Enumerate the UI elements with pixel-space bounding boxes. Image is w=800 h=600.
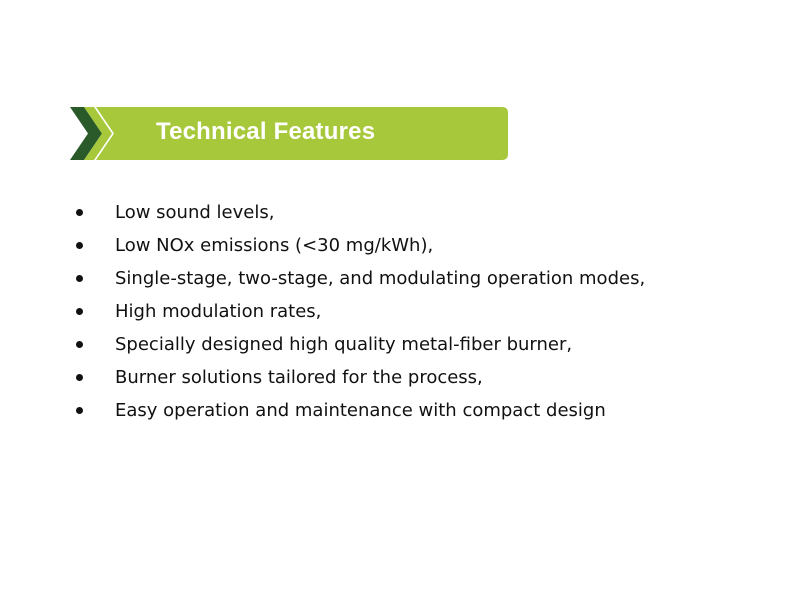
bullet-icon [76,308,83,315]
bullet-icon [76,374,83,381]
feature-text: High modulation rates, [115,301,322,322]
feature-list [72,198,772,429]
list-item [72,330,772,363]
section-title: Technical Features [156,118,376,145]
list-item [72,297,772,330]
bullet-icon [76,275,83,282]
list-item [72,198,772,231]
bullet-icon [76,407,83,414]
feature-text: Low NOx emissions (<30 mg/kWh), [115,235,434,256]
list-item [72,396,772,429]
bullet-icon [76,341,83,348]
list-item [72,231,772,264]
section-banner [70,107,510,160]
feature-text: Easy operation and maintenance with compact design [115,400,606,421]
bullet-icon [76,209,83,216]
feature-text: Specially designed high quality metal-fiber burner, [115,334,573,355]
list-item [72,264,772,297]
feature-text: Low sound levels, [115,202,275,223]
bullet-icon [76,242,83,249]
feature-text: Single-stage, two-stage, and modulating operation modes, [115,268,646,289]
list-item [72,363,772,396]
feature-text: Burner solutions tailored for the process, [115,367,483,388]
